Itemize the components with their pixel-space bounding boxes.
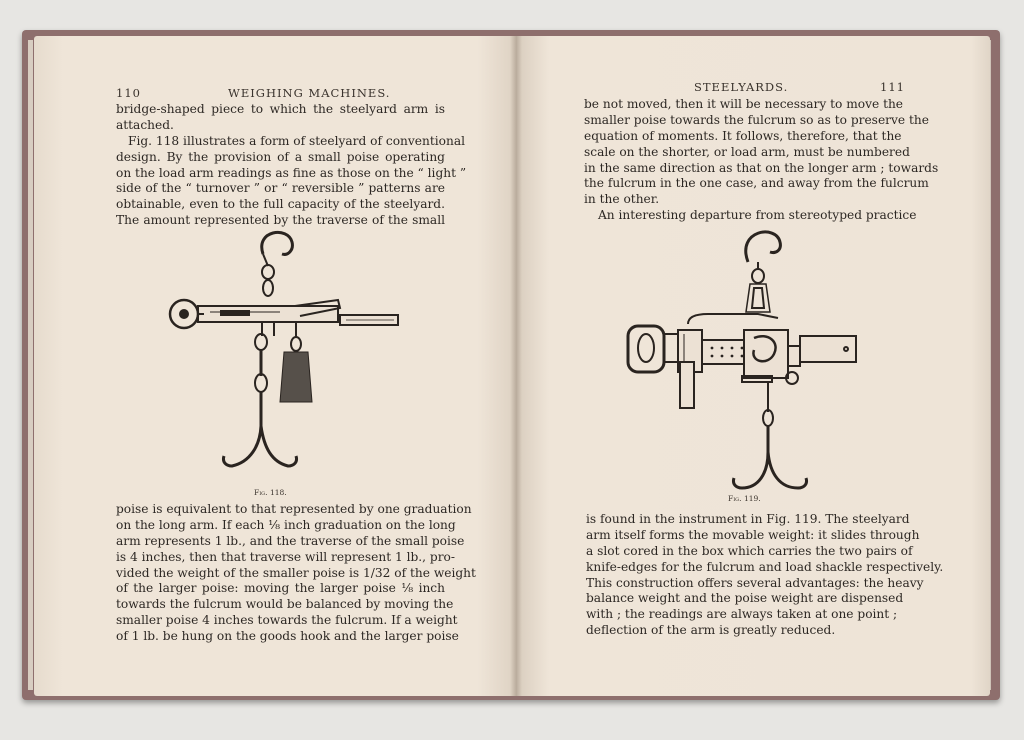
text-line: knife-edges for the fulcrum and load shackle respectively. xyxy=(586,559,944,574)
text-line: smaller poise towards the fulcrum so as to preserve the xyxy=(584,112,929,127)
right-bottom-text xyxy=(586,512,944,639)
left-bottom-text xyxy=(116,502,476,645)
text-line: The amount represented by the traverse of the small xyxy=(116,213,445,228)
text-line: balance weight and the poise weight are dispensed xyxy=(586,591,904,606)
book-gutter xyxy=(510,36,522,696)
steelyard-fig-118 xyxy=(160,226,420,486)
text-line: on the load arm readings as fine as those on the “ light ” xyxy=(116,165,467,180)
text-line: smaller poise 4 inches towards the fulcrum. If a weight xyxy=(116,613,458,628)
text-line: is 4 inches, then that traverse will represent 1 lb., pro- xyxy=(116,549,456,564)
right-page-number: 111 xyxy=(880,80,905,94)
text-line: An interesting departure from stereotyped practice xyxy=(598,208,917,223)
text-line: a slot cored in the box which carries the two pairs of xyxy=(586,543,913,558)
text-line: on the long arm. If each ⅛ inch graduation on the long xyxy=(116,517,456,532)
left-running-head: WEIGHING MACHINES. xyxy=(228,86,391,100)
right-top-text xyxy=(584,97,939,224)
text-line: Fig. 118 illustrates a form of steelyard of conventional xyxy=(128,133,465,148)
text-line: design. By the provision of a small poise operating xyxy=(116,149,445,164)
text-line: of 1 lb. be hung on the goods hook and the larger poise xyxy=(116,629,459,644)
text-line: obtainable, even to the full capacity of the steelyard. xyxy=(116,197,445,212)
fig-119-caption: Fig. 119. xyxy=(728,494,761,503)
text-line: with ; the readings are always taken at one point ; xyxy=(586,607,898,622)
page-edges-left xyxy=(28,40,33,690)
text-line: be not moved, then it will be necessary to move the xyxy=(584,97,904,111)
text-line: arm itself forms the movable weight: it slides through xyxy=(586,527,920,542)
text-line: attached. xyxy=(116,117,174,132)
text-line: in the same direction as that on the longer arm ; towards xyxy=(584,160,939,175)
text-line: towards the fulcrum would be balanced by moving the xyxy=(116,597,454,612)
text-line: equation of moments. It follows, therefore, that the xyxy=(584,128,902,143)
left-page-number: 110 xyxy=(116,86,141,100)
left-top-text xyxy=(116,102,467,229)
steelyard-fig-119 xyxy=(618,222,868,498)
right-running-head: STEELYARDS. xyxy=(694,80,789,94)
text-line: This construction offers several advantages: the heavy xyxy=(586,575,924,590)
text-line: scale on the shorter, or load arm, must be numbered xyxy=(584,144,910,159)
text-line: bridge-shaped piece to which the steelyard arm is xyxy=(116,102,445,116)
text-line: is found in the instrument in Fig. 119. The steelyard xyxy=(586,512,910,526)
text-line: the fulcrum in the one case, and away from the fulcrum xyxy=(584,176,929,191)
text-line: deflection of the arm is greatly reduced. xyxy=(586,623,836,638)
text-line: of the larger poise: moving the larger poise ⅛ inch xyxy=(116,581,445,596)
text-line: vided the weight of the smaller poise is 1/32 of the weight xyxy=(116,565,476,580)
text-line: in the other. xyxy=(584,192,660,207)
text-line: arm represents 1 lb., and the traverse of the small poise xyxy=(116,533,465,548)
fig-118-caption: Fig. 118. xyxy=(254,488,287,497)
text-line: side of the “ turnover ” or “ reversible ” patterns are xyxy=(116,181,445,196)
text-line: poise is equivalent to that represented by one graduation xyxy=(116,502,472,516)
